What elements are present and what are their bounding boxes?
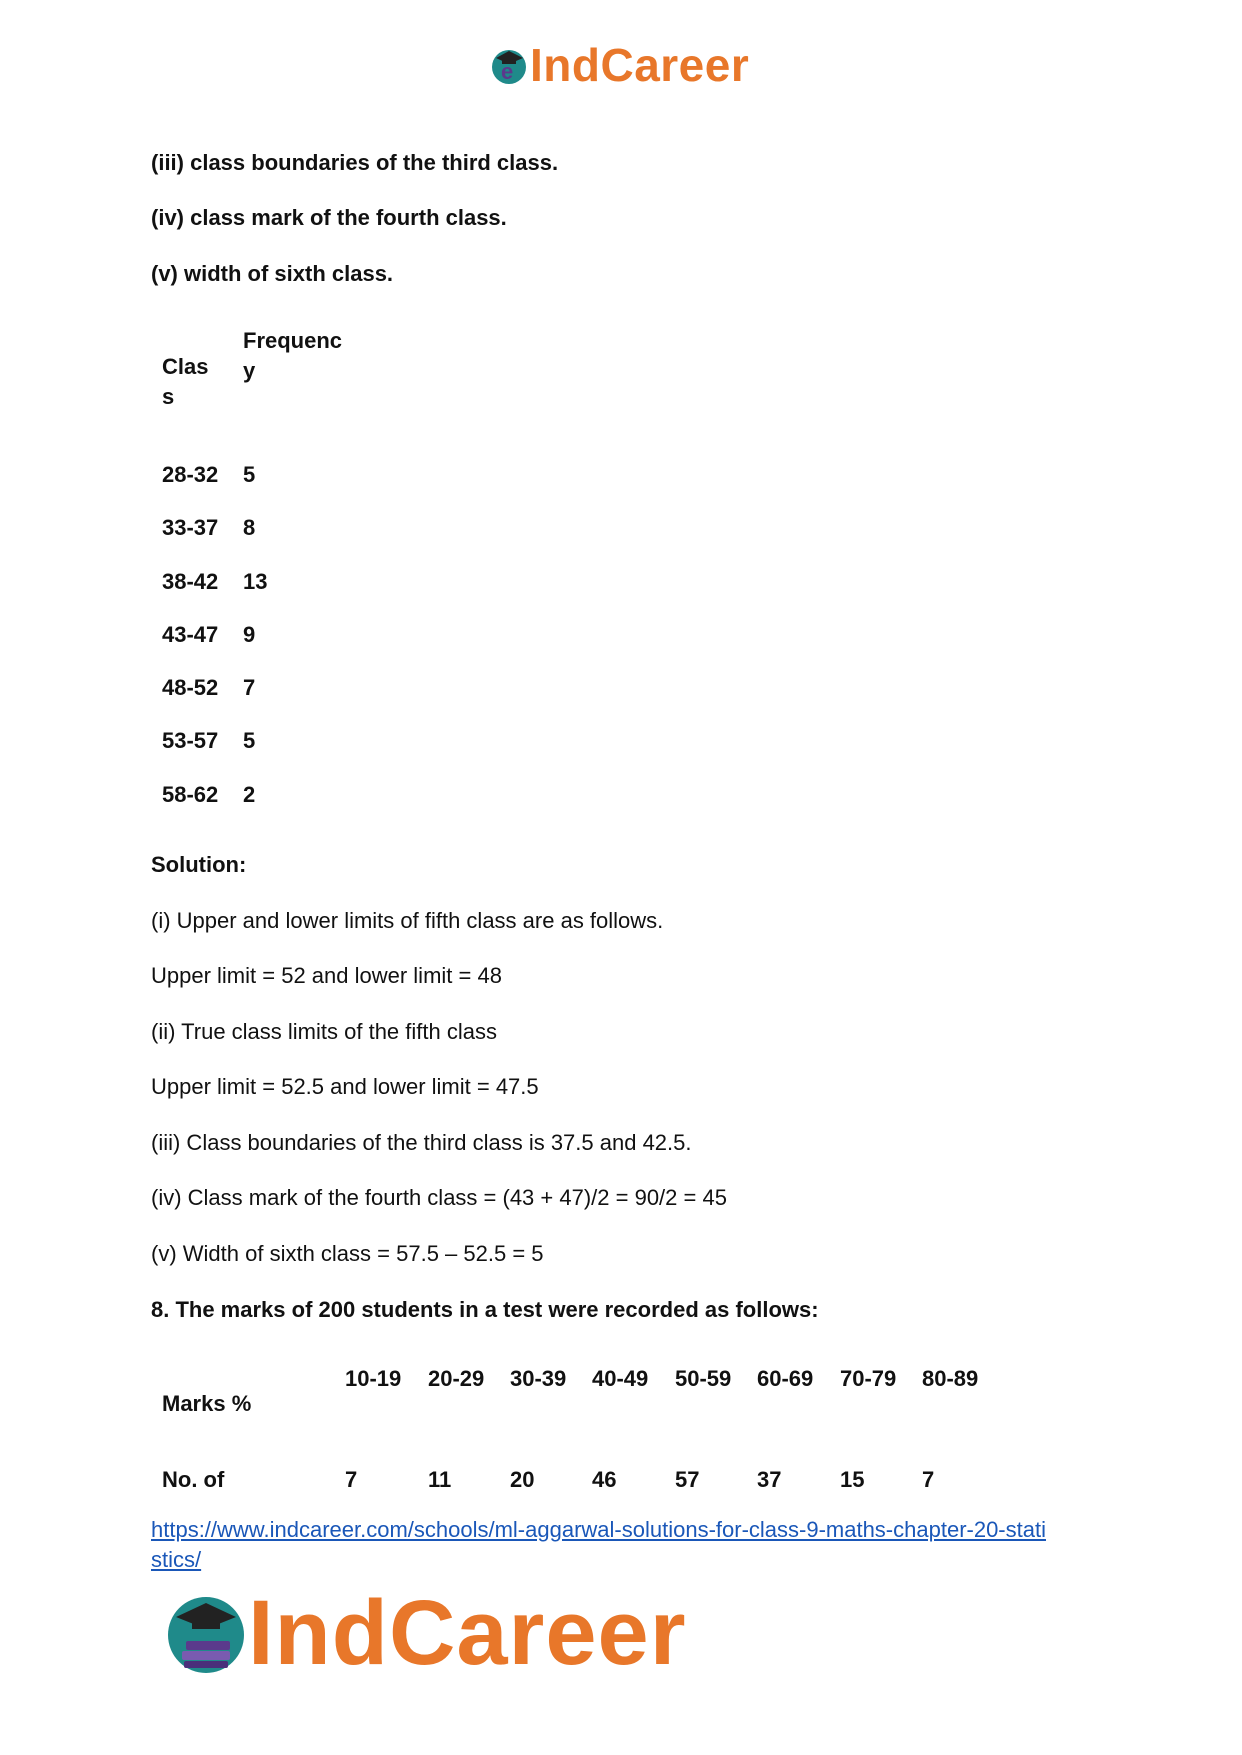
- solution-line: (iv) Class mark of the fourth class = (43 + 47)/2 = 90/2 = 45: [151, 1185, 727, 1210]
- solution-line: Upper limit = 52.5 and lower limit = 47.5: [151, 1074, 539, 1099]
- freq-cell: 5: [243, 728, 256, 753]
- class-cell: 43-47: [162, 622, 219, 647]
- footer-logo-text: IndCareer: [248, 1582, 687, 1684]
- class-cell: 48-52: [162, 675, 219, 700]
- class-cell: 58-62: [162, 782, 219, 807]
- class-cell: 28-32: [162, 462, 219, 487]
- source-link-line2: stics/: [151, 1547, 202, 1572]
- count-cell: 15: [840, 1467, 865, 1492]
- freq-cell: 7: [243, 675, 256, 700]
- count-cell: 46: [592, 1467, 617, 1492]
- question-iii: (iii) class boundaries of the third class.: [151, 150, 559, 175]
- range-cell: 20-29: [428, 1366, 485, 1391]
- row-label-marks: Marks %: [162, 1391, 252, 1416]
- logo-text: IndCareer: [530, 39, 750, 91]
- table-header-frequency: [243, 328, 342, 384]
- header-logo: [488, 40, 749, 90]
- header-freq-line2: y: [243, 358, 256, 383]
- range-cell: 40-49: [592, 1366, 649, 1391]
- question-8: 8. The marks of 200 students in a test were recorded as follows:: [151, 1297, 819, 1322]
- range-cell: 70-79: [840, 1366, 897, 1391]
- row-label-count: No. of: [162, 1467, 225, 1492]
- range-cell: 50-59: [675, 1366, 732, 1391]
- solution-line: (iii) Class boundaries of the third class is 37.5 and 42.5.: [151, 1130, 692, 1155]
- range-cell: 30-39: [510, 1366, 567, 1391]
- count-cell: 37: [757, 1467, 782, 1492]
- count-cell: 11: [428, 1467, 452, 1492]
- range-cell: 10-19: [345, 1366, 402, 1391]
- range-cell: 60-69: [757, 1366, 814, 1391]
- freq-cell: 5: [243, 462, 256, 487]
- count-cell: 20: [510, 1467, 535, 1492]
- books-cap-icon: [164, 1591, 248, 1675]
- question-iv: (iv) class mark of the fourth class.: [151, 205, 507, 230]
- count-cell: 57: [675, 1467, 700, 1492]
- range-cell: 80-89: [922, 1366, 979, 1391]
- solution-heading: Solution:: [151, 852, 247, 877]
- count-cell: 7: [345, 1467, 358, 1492]
- logo-e-mark: e: [501, 59, 514, 84]
- freq-cell: 8: [243, 515, 256, 540]
- solution-line: (ii) True class limits of the fifth class: [151, 1019, 497, 1044]
- source-link[interactable]: [151, 1515, 1101, 1575]
- class-cell: 33-37: [162, 515, 219, 540]
- solution-line: Upper limit = 52 and lower limit = 48: [151, 963, 502, 988]
- freq-cell: 9: [243, 622, 256, 647]
- solution-line: (i) Upper and lower limits of fifth class are as follows.: [151, 908, 664, 933]
- footer-logo: [164, 1582, 687, 1684]
- header-freq-line1: Frequenc: [243, 328, 343, 353]
- graduate-cap-icon: [488, 44, 530, 86]
- table-header-class: [162, 354, 208, 410]
- header-class-line2: s: [162, 384, 175, 409]
- freq-cell: 2: [243, 782, 256, 807]
- class-cell: 53-57: [162, 728, 219, 753]
- solution-line: (v) Width of sixth class = 57.5 – 52.5 = 5: [151, 1241, 544, 1266]
- count-cell: 7: [922, 1467, 935, 1492]
- question-v: (v) width of sixth class.: [151, 261, 394, 286]
- source-link-line1: https://www.indcareer.com/schools/ml-aggarwal-solutions-for-class-9-maths-chapter-20-stati: [151, 1517, 1046, 1542]
- class-cell: 38-42: [162, 569, 219, 594]
- header-class-line1: Clas: [162, 354, 209, 379]
- freq-cell: 13: [243, 569, 268, 594]
